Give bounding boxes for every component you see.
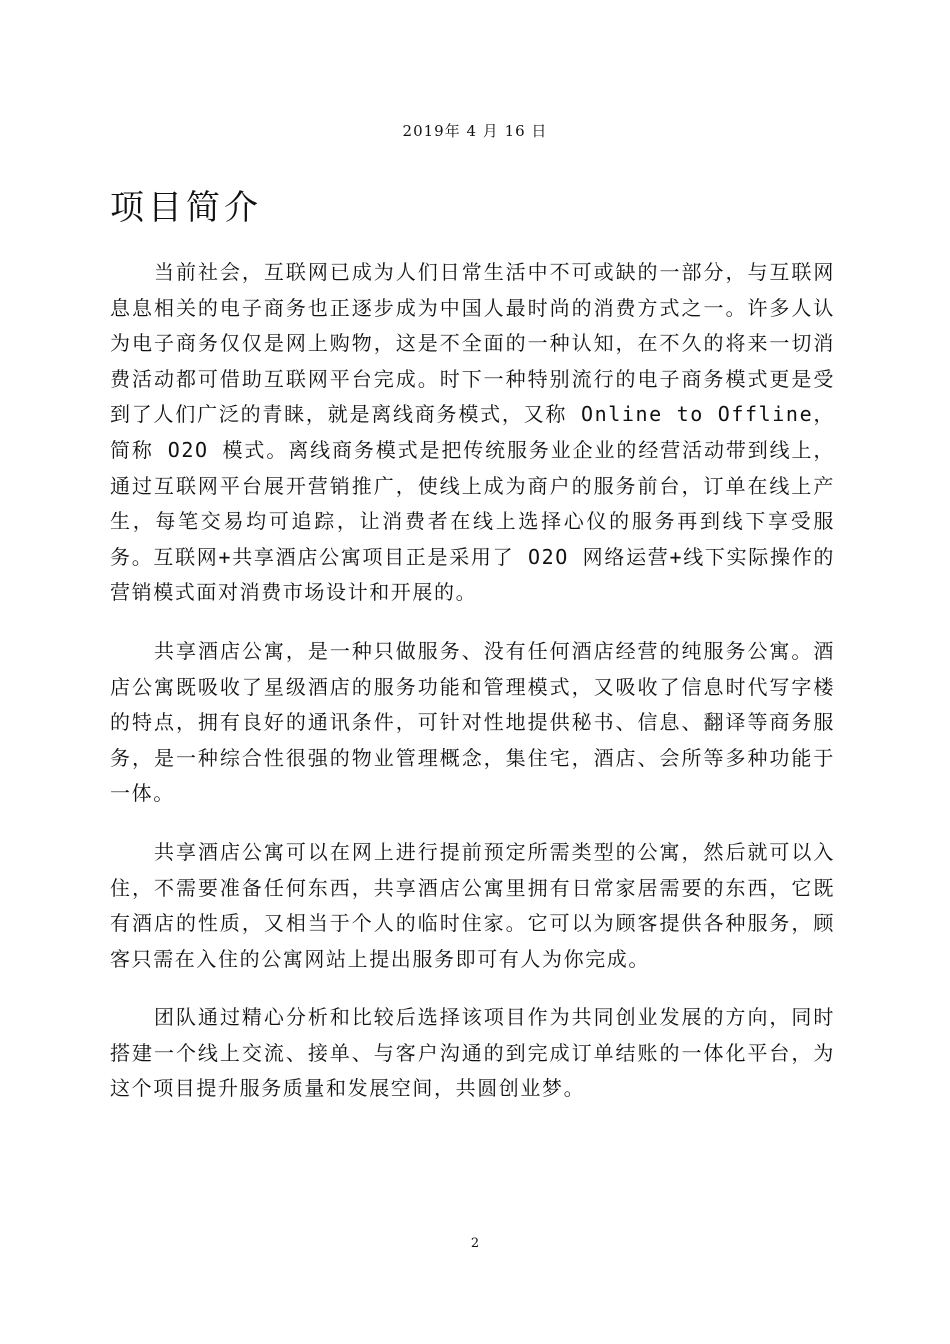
section-title: 项目简介	[110, 188, 262, 228]
body-text	[110, 255, 835, 1130]
paragraph-team: 团队通过精心分析和比较后选择该项目作为共同创业发展的方向，同时搭建一个线上交流、接单、与客户沟通的到完成订单结账的一体化平台，为这个项目提升服务质量和发展空间，共圆创业梦。	[110, 1005, 835, 1101]
paragraph-intro-o2o: 当前社会，互联网已成为人们日常生活中不可或缺的一部分，与互联网息息相关的电子商务也正逐步成为中国人最时尚的消费方式之一。许多人认为电子商务仅仅是网上购物，这是不全面的一种认知，在不久的将来一切消费活动都可借助互联网平台完成。时下一种特别流行的电子商务模式更是受到了人们广泛的青睐，就是离线商务模式，又称 Online to Offline，简称 O2O 模式。离线商务模式是把传统服务业企业的经营活动带到线上，通过互联网平台展开营销推广，使线上成为商户的服务前台，订单在线上产生，每笔交易均可追踪，让消费者在线上选择心仪的服务再到线下享受服务。互联网+共享酒店公寓项目正是采用了 O2O 网络运营+线下实际操作的营销模式面对消费市场设计和开展的。	[110, 260, 835, 605]
document-date: 2019年 4 月 16 日	[402, 122, 548, 140]
paragraph-booking: 共享酒店公寓可以在网上进行提前预定所需类型的公寓，然后就可以入住，不需要准备任何东西，共享酒店公寓里拥有日常家居需要的东西，它既有酒店的性质，又相当于个人的临时住家。它可以为顾客提供各种服务，顾客只需在入住的公寓网站上提出服务即可有人为你完成。	[110, 839, 835, 971]
page-number: 2	[470, 1236, 480, 1251]
paragraph-hotel-apartment: 共享酒店公寓，是一种只做服务、没有任何酒店经营的纯服务公寓。酒店公寓既吸收了星级酒店的服务功能和管理模式，又吸收了信息时代写字楼的特点，拥有良好的通讯条件，可针对性地提供秘书、信息、翻译等商务服务，是一种综合性很强的物业管理概念，集住宅，酒店、会所等多种功能于一体。	[110, 638, 835, 806]
